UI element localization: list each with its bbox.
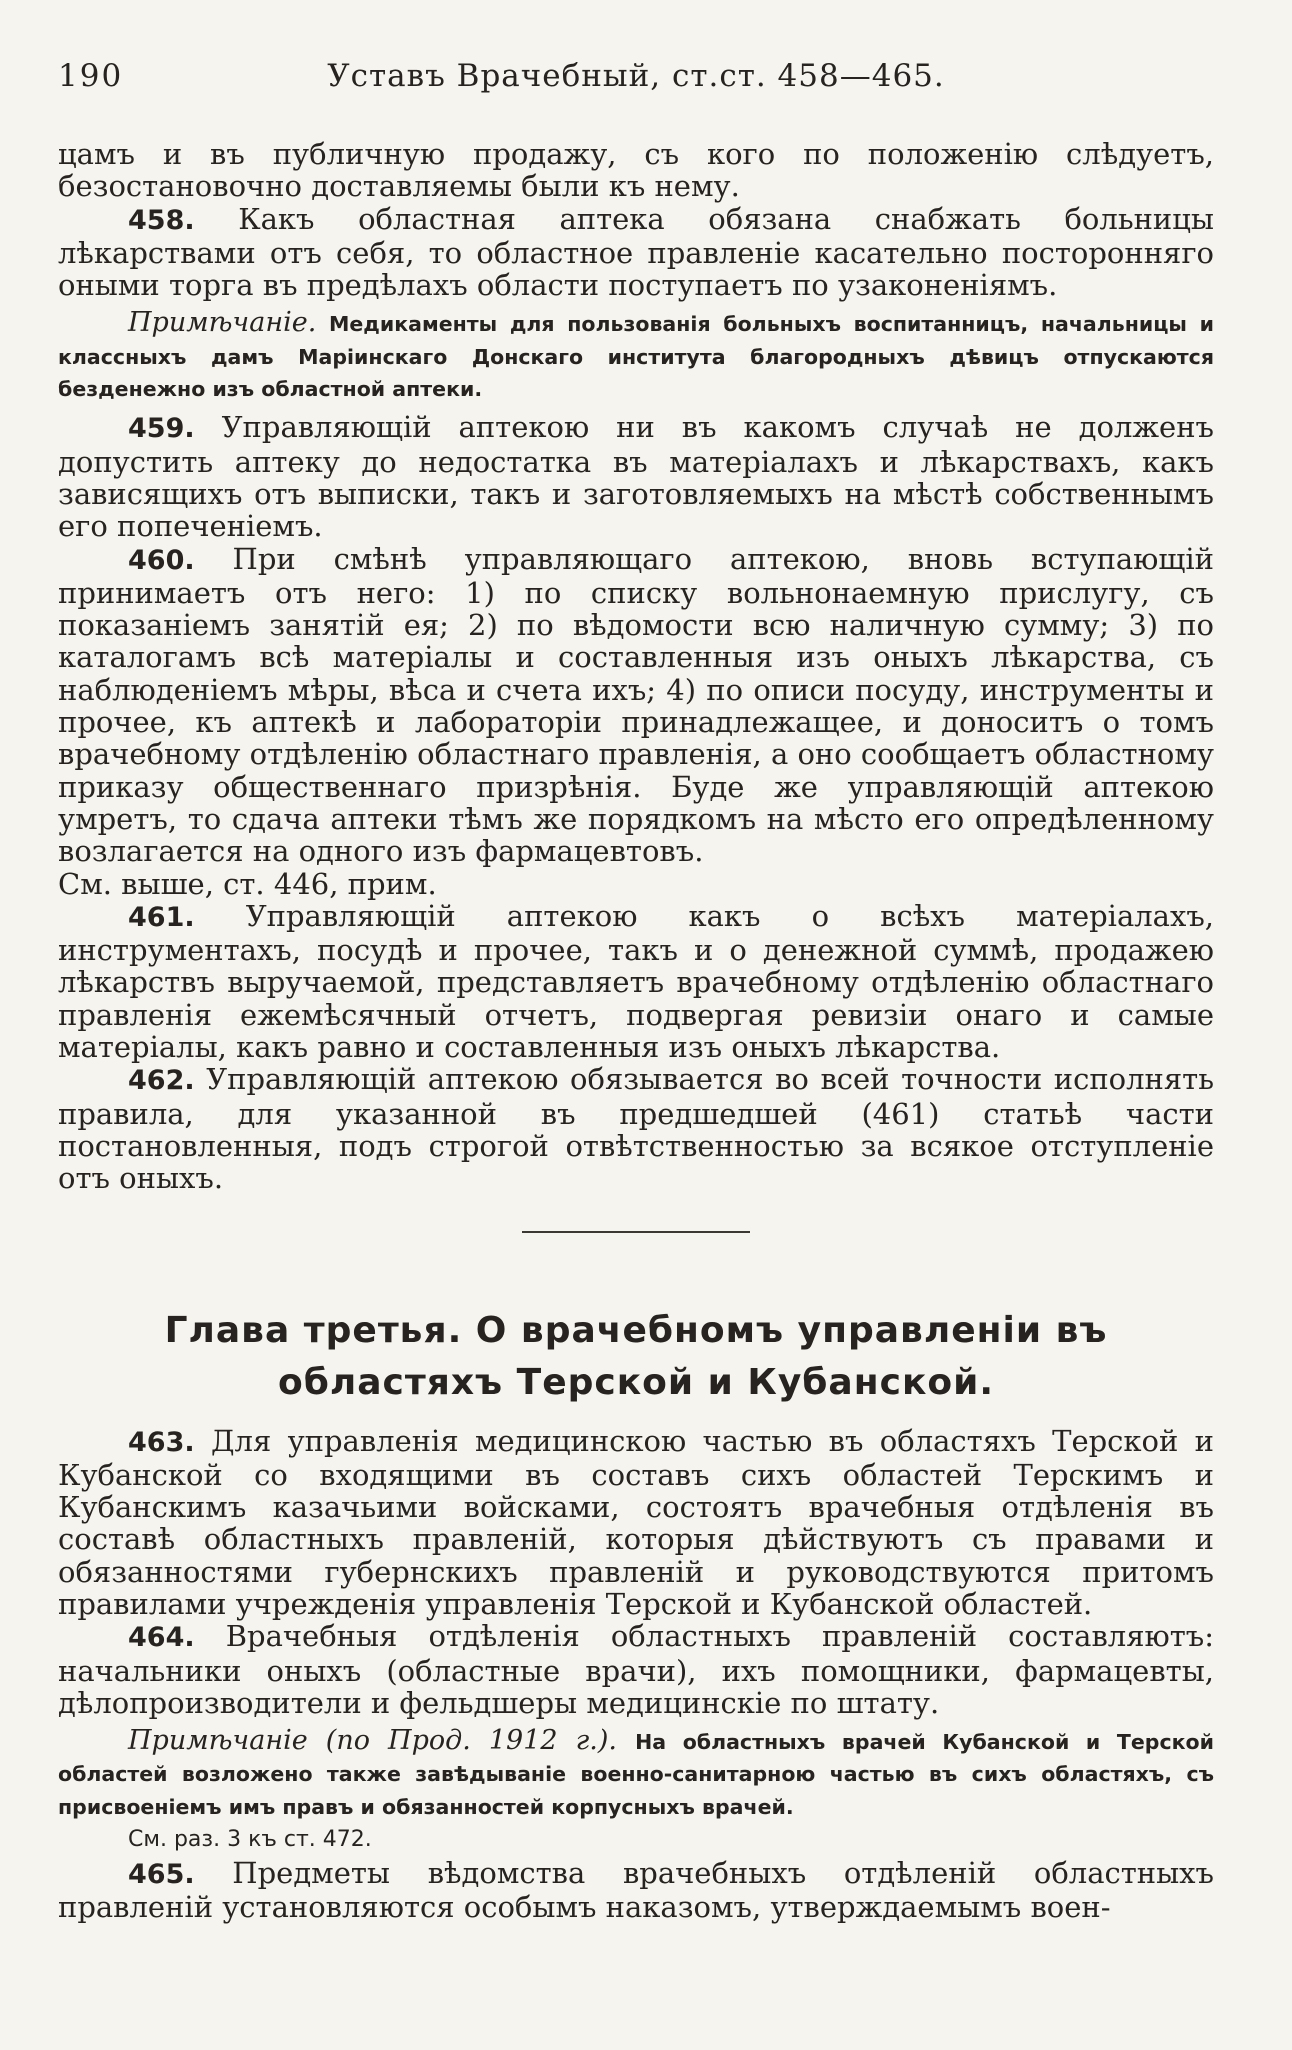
page-body (58, 138, 1214, 1924)
article-462 (58, 1063, 1214, 1194)
articles-group-2 (58, 411, 1214, 867)
article-text: Предметы вѣдомства врачебныхъ отдѣленій областныхъ правленій установляются особымъ наказомъ, утверждаемымъ воен- (58, 1856, 1214, 1925)
note-2 (58, 1725, 1214, 1823)
page-header (58, 58, 1214, 108)
article-number: 464. (128, 1622, 195, 1654)
article-460 (58, 543, 1214, 868)
note-label: Примѣчаніе (128, 1725, 308, 1757)
article-465 (58, 1857, 1214, 1924)
article-number: 460. (128, 544, 195, 576)
continuation-paragraph: цамъ и въ публичную продажу, съ кого по положенію слѣдуетъ, безостановочно доставляемы были къ нему. (58, 137, 1214, 204)
articles-group-3 (58, 900, 1214, 1195)
article-number: 461. (128, 901, 195, 933)
page-number: 190 (58, 58, 124, 94)
article-text: Управляющій аптекою какъ о всѣхъ матеріалахъ, инструментахъ, посудѣ и прочее, такъ и о денежной суммѣ, продажею лѣкарствъ выручаемой, представляетъ врачебному отдѣленію областнаго правленія ежемѣсячный отчетъ, подвергая ревизіи онаго и самые матеріалы, какъ равно и составленныя изъ оныхъ лѣкарства. (58, 898, 1214, 1065)
article-463 (58, 1425, 1214, 1621)
articles-group-5 (58, 1857, 1214, 1924)
article-text: При смѣнѣ управляющаго аптекою, вновь вступающій принимаетъ отъ него: 1) по списку вольнонаемную прислугу, съ показаніемъ занятій ея; 2) по вѣдомости всю наличную сумму; 3) по каталогамъ всѣ матеріалы и составленныя изъ оныхъ лѣкарства, съ наблюденіемъ мѣры, вѣса и счета ихъ; 4) по описи посуду, инструменты и прочее, къ аптекѣ и лабораторіи принадлежащее, и доноситъ о томъ врачебному отдѣленію областнаго правленія, а оно сообщаетъ областному приказу общественнаго призрѣнія. Буде же управляющій аптекою умретъ, то сдача аптеки тѣмъ же порядкомъ на мѣсто его опредѣленному возлагается на одного изъ фармацевтовъ. (58, 541, 1214, 869)
note-text: На областныхъ врачей Кубанской и Терской областей возложено также завѣдываніе военно-санитарною частью въ сихъ областяхъ, съ присвоеніемъ имъ правъ и обязанностей корпусныхъ врачей. (58, 1730, 1214, 1819)
articles-group-4 (58, 1425, 1214, 1720)
article-number: 462. (128, 1065, 195, 1097)
article-number: 463. (128, 1426, 195, 1458)
note-label: Примѣчаніе. (128, 307, 317, 339)
article-458 (58, 203, 1214, 302)
running-head: Уставъ Врачебный, ст.ст. 458—465. (327, 58, 945, 94)
article-461 (58, 900, 1214, 1063)
article-text: Управляющій аптекою обязывается во всей точности исполнять правила, для указанной въ предшедшей (461) статьѣ части постановленныя, подъ строгой отвѣтственностью за всякое отступленіе отъ оныхъ. (58, 1062, 1214, 1196)
article-text: Какъ областная аптека обязана снабжать больницы лѣкарствами отъ себя, то областное правленіе касательно посторонняго оными торга въ предѣлахъ области поступаетъ по узаконеніямъ. (58, 201, 1214, 303)
cross-reference-1: См. выше, ст. 446, прим. (58, 866, 437, 901)
note-source: (по Прод. 1912 г.). (307, 1725, 636, 1757)
article-number: 458. (128, 204, 195, 236)
note-text: Медикаменты для пользованія больныхъ воспитанницъ, начальницы и классныхъ дамъ Маріинскаго Донскаго института благородныхъ дѣвицъ отпускаются безденежно изъ областной аптеки. (58, 312, 1214, 402)
article-number: 459. (128, 413, 195, 445)
chapter-title: Глава третья. О врачебномъ управленіи въ областяхъ Терской и Кубанской. (164, 1309, 1108, 1403)
article-text: Для управленія медицинскою частью въ областяхъ Терской и Кубанской со входящими въ составъ сихъ областей Терскимъ и Кубанскимъ казачьими войсками, состоятъ врачебныя отдѣленія въ составѣ областныхъ правленій, которыя дѣйствуютъ съ правами и обязанностями губернскихъ правленій и руководствуются притомъ правилами учрежденія управленія Терской и Кубанской областей. (58, 1423, 1214, 1621)
article-number: 465. (128, 1859, 195, 1891)
article-464 (58, 1620, 1214, 1719)
note-1 (58, 307, 1214, 405)
article-text: Управляющій аптекою ни въ какомъ случаѣ не долженъ допустить аптеку до недостатка въ матеріалахъ и лѣкарствахъ, какъ зависящихъ отъ выписки, такъ и заготовляемыхъ на мѣстѣ собственнымъ его попеченіемъ. (58, 410, 1214, 544)
section-divider (522, 1231, 750, 1233)
article-459 (58, 411, 1214, 542)
article-text: Врачебныя отдѣленія областныхъ правленій составляютъ: начальники оныхъ (областные врачи), ихъ помощники, фармацевты, дѣлопроизводители и фельдшеры медицинскіе по штату. (58, 1619, 1214, 1720)
cross-reference-2: См. раз. 3 къ ст. 472. (128, 1827, 372, 1853)
articles-group-1 (58, 203, 1214, 302)
